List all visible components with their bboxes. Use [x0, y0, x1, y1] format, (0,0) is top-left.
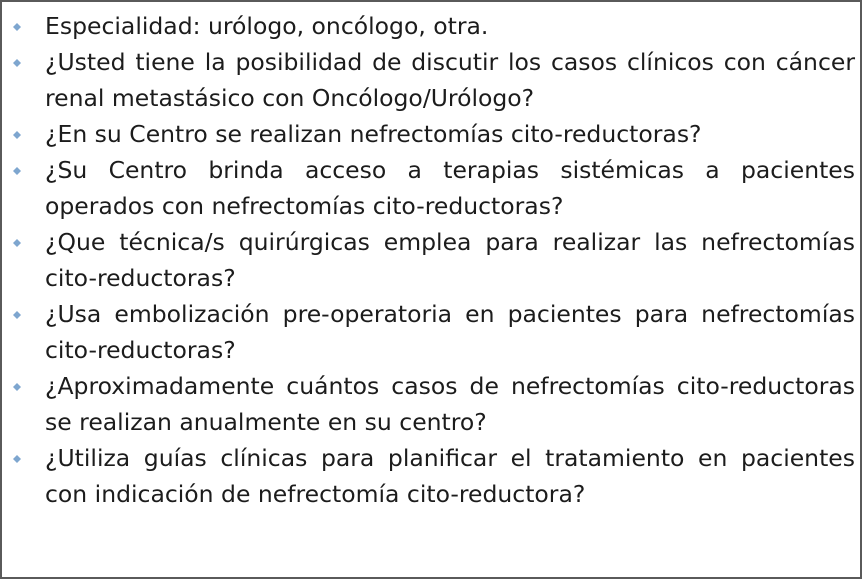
diamond-bullet-icon [13, 311, 21, 319]
list-item [13, 224, 855, 296]
list-item-text: ¿Utiliza guías clínicas para planificar el tratamiento en pacientes con indicación de nefrectomía cito-reductora? [45, 444, 855, 508]
list-item-text: ¿Que técnica/s quirúrgicas emplea para realizar las nefrectomías cito-reductoras? [45, 228, 855, 292]
list-item-text: ¿Aproximadamente cuántos casos de nefrectomías cito-reductoras se realizan anualmente en su centro? [45, 372, 855, 436]
diamond-bullet-icon [13, 455, 21, 463]
list-item [13, 296, 855, 368]
list-item-text: ¿Usted tiene la posibilidad de discutir los casos clínicos con cáncer renal metastásico con Oncólogo/Urólogo? [45, 48, 855, 112]
list-item-text: ¿En su Centro se realizan nefrectomías cito-reductoras? [45, 120, 702, 148]
list-item [13, 440, 855, 512]
list-item [13, 116, 855, 152]
list-item-text: Especialidad: urólogo, oncólogo, otra. [45, 12, 489, 40]
diamond-bullet-icon [13, 383, 21, 391]
list-item-text: ¿Usa embolización pre-operatoria en pacientes para nefrectomías cito-reductoras? [45, 300, 855, 364]
list-item [13, 368, 855, 440]
diamond-bullet-icon [13, 59, 21, 67]
diamond-bullet-icon [13, 239, 21, 247]
diamond-bullet-icon [13, 167, 21, 175]
list-item [13, 152, 855, 224]
diamond-bullet-icon [13, 131, 21, 139]
list-item-text: ¿Su Centro brinda acceso a terapias sistémicas a pacientes operados con nefrectomías cito-reductoras? [45, 156, 855, 220]
question-list [13, 8, 855, 512]
diamond-bullet-icon [13, 23, 21, 31]
list-item [13, 44, 855, 116]
list-item [13, 8, 855, 44]
